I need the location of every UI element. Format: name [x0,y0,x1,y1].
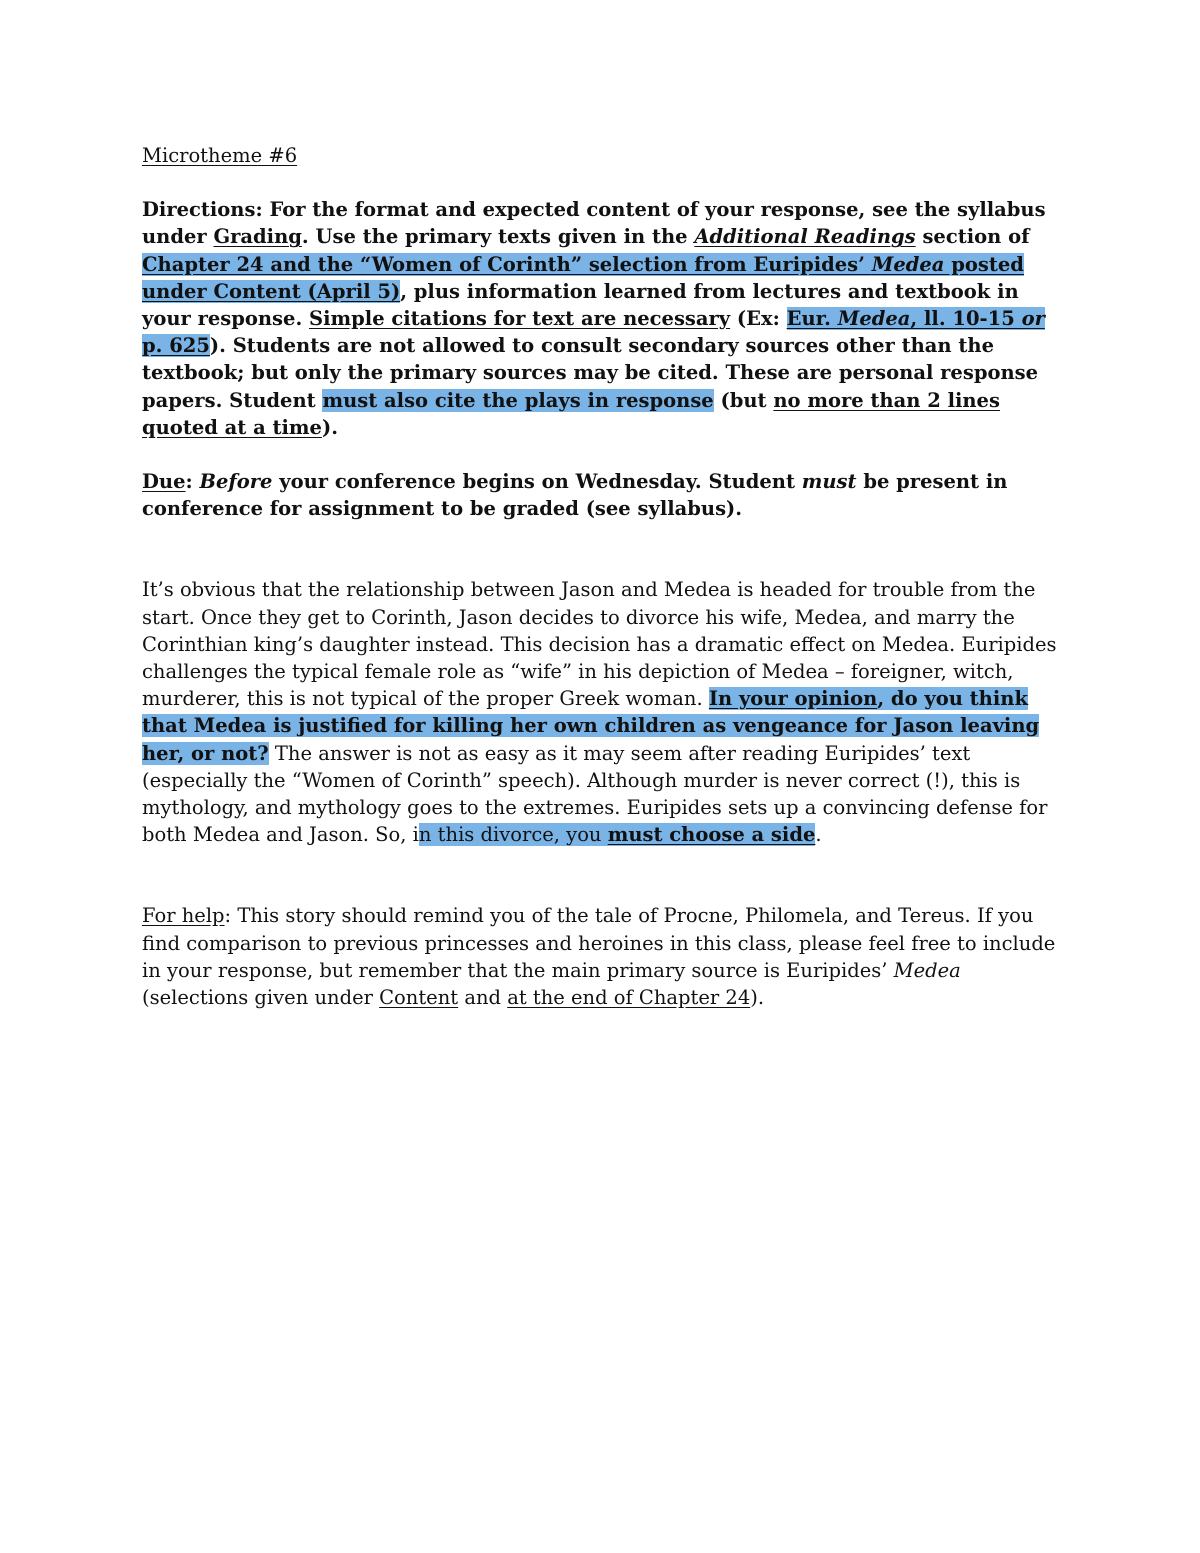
prompt-paragraph: It’s obvious that the relationship between Jason and Medea is headed for trouble from the start. Once they get to Corinth, Jason decides to divorce his wife, Medea, and marry the Corinthian king’s daughter instead. This decision has a dramatic effect on Medea. Euripides challenges the typical female role as “wife” in his depiction of Medea – foreigner, witch, murderer, this is not typical of the proper Greek woman. In your opinion, do you think that Medea is justified for killing her own children as vengeance for Jason leaving her, or not? The answer is not as easy as it may seem after reading Euripides’ text (especially the “Women of Corinth” speech). Although murder is never correct (!), this is mythology, and mythology goes to the extremes. Euripides sets up a convincing defense for both Medea and Jason. So, in this divorce, you must choose a side. [142,578,1057,847]
citations-necessary: Simple citations for text are necessary [309,307,731,331]
chapter-24-highlight: Chapter 24 and the “Women of Corinth” selection from Euripides’ Medea posted under Content (April 5) [142,252,1024,303]
grading-link[interactable]: Grading [213,225,302,249]
directions-label: Directions: [142,198,263,222]
choose-side-highlight: n this divorce, you must choose a side [418,823,816,847]
additional-readings-ref: Additional Readings [694,225,916,249]
spacer [142,848,1060,902]
help-label: For help [142,904,225,928]
due-paragraph: Due: Before your conference begins on Wednesday. Student must be present in conference for assignment to be graded (see syllabus). [142,470,1008,521]
content-link[interactable]: Content [379,986,459,1010]
cite-plays-highlight: must also cite the plays in response [322,388,714,412]
due-label: Due [142,470,186,494]
spacer [142,522,1060,576]
help-paragraph: For help: This story should remind you of the tale of Procne, Philomela, and Tereus. If you find comparison to previous princesses and heroines in this class, please feel free to include in your response, but remember that the main primary source is Euripides’ Medea (selections given under Content and at the end of Chapter 24). [142,904,1056,1010]
quote-limit: no more than 2 lines quoted at a time [142,388,1000,439]
citation-example-highlight: Eur. Medea, ll. 10-15 or p. 625 [142,307,1045,358]
essay-question-highlight: In your opinion, do you think that Medea is justified for killing her own children as vengeance for Jason leaving her, or not? [142,687,1040,765]
spacer [142,441,1060,468]
document-body [142,142,1060,1011]
directions-paragraph: Directions: For the format and expected content of your response, see the syllabus under Grading. Use the primary texts given in the Additional Readings section of Chapter 24 and the “Women of Corinth” selection from Euripides’ Medea posted under Content (April 5), plus information learned from lectures and textbook in your response. Simple citations for text are necessary (Ex: Eur. Medea, ll. 10-15 or p. 625). Students are not allowed to consult secondary sources other than the textbook; but only the primary sources may be cited. These are personal response papers. Student must also cite the plays in response (but no more than 2 lines quoted at a time). [142,198,1046,439]
document-title: Microtheme #6 [142,144,298,167]
chapter-24-link[interactable]: at the end of Chapter 24 [507,986,751,1010]
